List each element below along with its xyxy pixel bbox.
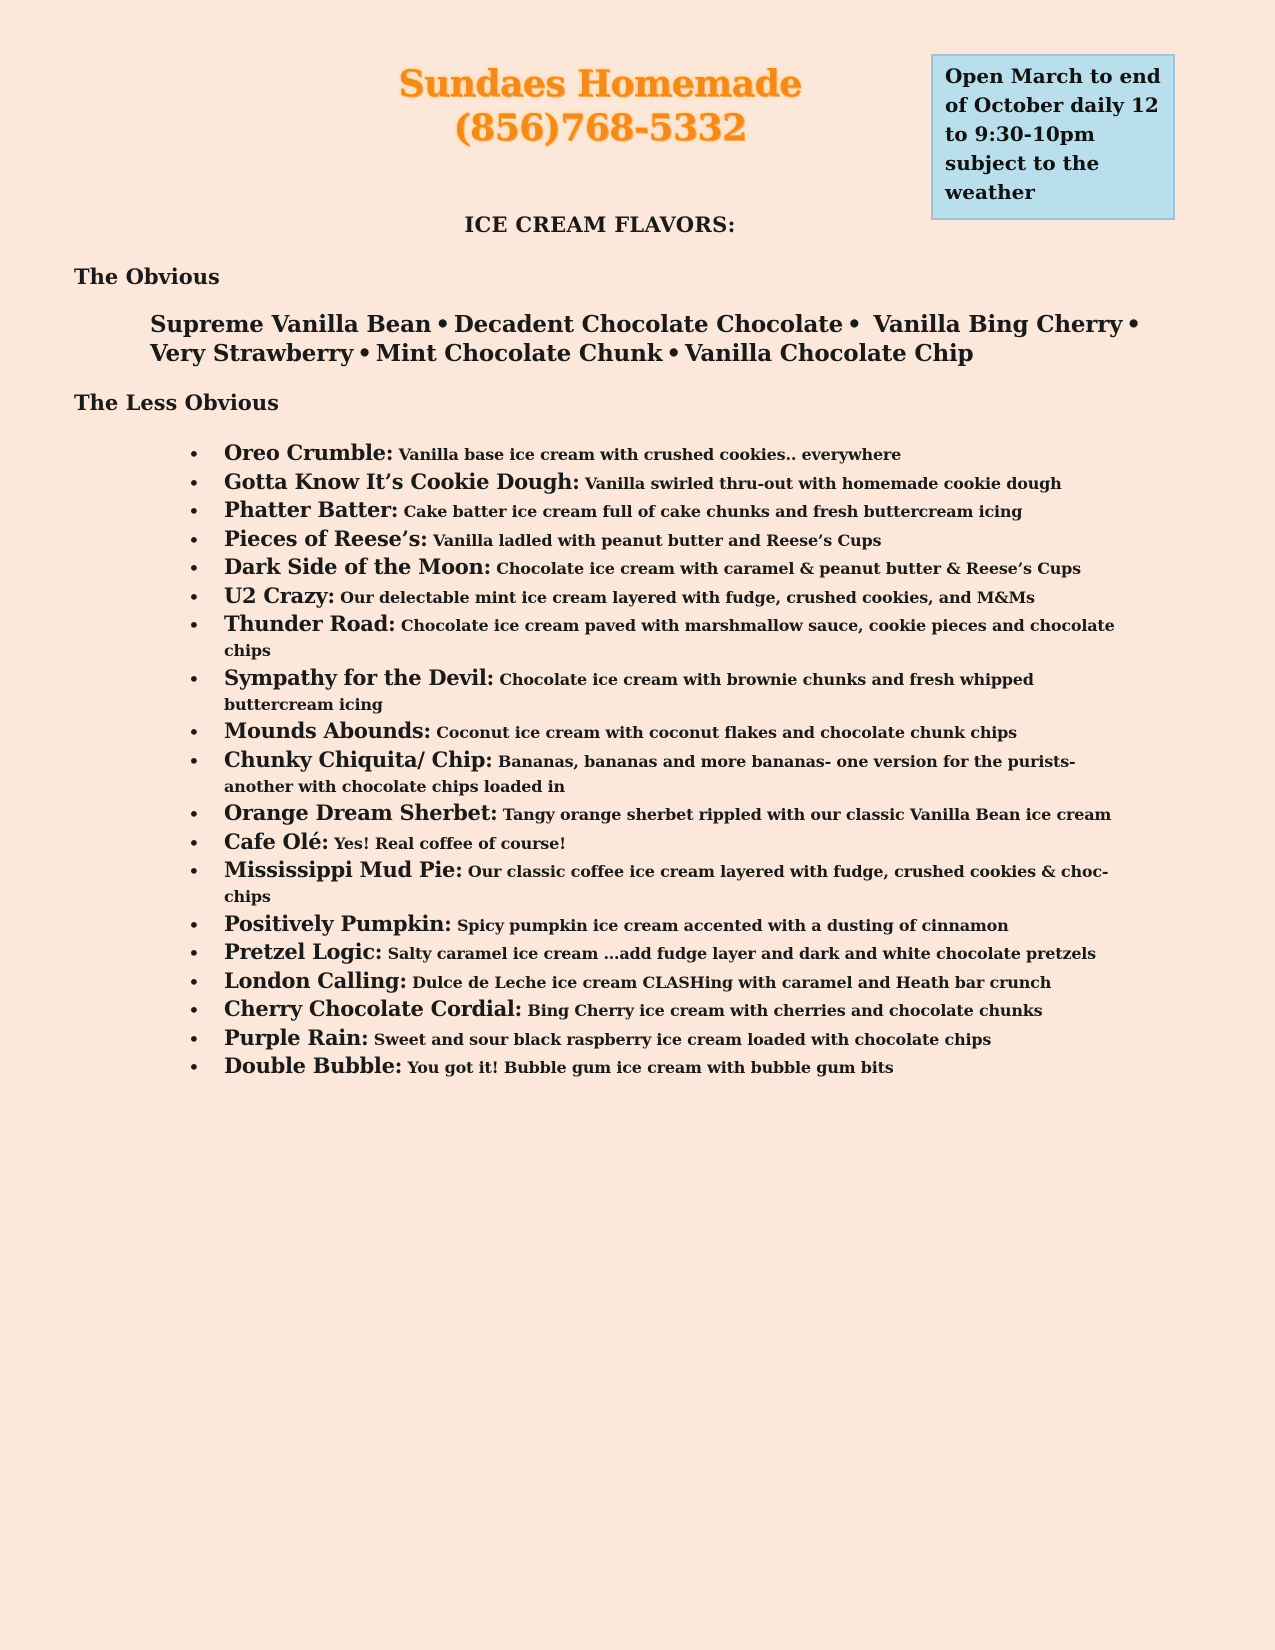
shop-header bbox=[320, 62, 880, 150]
bullet-icon: • bbox=[188, 499, 200, 523]
bullet-icon: • bbox=[188, 613, 200, 637]
flavor-list-item bbox=[176, 857, 1126, 909]
flavor-description: Cake batter ice cream full of cake chunks and fresh buttercream icing bbox=[398, 502, 1023, 521]
hours-box bbox=[931, 54, 1175, 220]
bullet-icon: • bbox=[188, 748, 200, 773]
separator-dot: • bbox=[666, 340, 681, 367]
obvious-flavor: Supreme Vanilla Bean bbox=[150, 311, 432, 338]
less-obvious-flavor-list bbox=[176, 440, 1126, 1082]
flavor-list-item bbox=[176, 583, 1126, 610]
flavor-description: Tangy orange sherbet rippled with our classic Vanilla Bean ice cream bbox=[497, 805, 1112, 824]
bullet-icon: • bbox=[188, 1026, 200, 1051]
flavor-name: London Calling: bbox=[224, 967, 407, 993]
flavor-description: Bananas, bananas and more bananas- one version for the purists- another with chocolate chips loaded in bbox=[224, 751, 1076, 796]
bullet-icon: • bbox=[188, 998, 200, 1022]
flavor-description: Coconut ice cream with coconut flakes and chocolate chunk chips bbox=[430, 723, 1017, 742]
flavor-name: Gotta Know It’s Cookie Dough: bbox=[224, 468, 580, 494]
flavor-description: Chocolate ice cream paved with marshmallow sauce, cookie pieces and chocolate chips bbox=[224, 616, 1115, 660]
flavor-list-item bbox=[176, 718, 1126, 745]
obvious-heading: The Obvious bbox=[74, 264, 220, 289]
obvious-flavor: Vanilla Chocolate Chip bbox=[684, 340, 974, 367]
flavor-description: Yes! Real coffee of course! bbox=[328, 833, 566, 853]
flavor-name: Chunky Chiquita/ Chip: bbox=[224, 746, 493, 772]
flavor-name: Cherry Chocolate Cordial: bbox=[224, 996, 523, 1021]
flavor-list-item bbox=[176, 996, 1126, 1023]
bullet-icon: • bbox=[188, 720, 200, 744]
flavor-list-item bbox=[176, 554, 1126, 581]
flavor-name: Dark Side of the Moon: bbox=[224, 554, 491, 579]
less-obvious-heading: The Less Obvious bbox=[74, 390, 279, 415]
bullet-icon: • bbox=[188, 941, 200, 965]
shop-name: Sundaes Homemade bbox=[398, 63, 802, 105]
flavor-description: You got it! Bubble gum ice cream with bubble gum bits bbox=[402, 1058, 894, 1077]
flavor-list-item bbox=[176, 829, 1126, 856]
flavor-description: Vanilla ladled with peanut butter and Reese’s Cups bbox=[427, 530, 882, 550]
flavor-description: Spicy pumpkin ice cream accented with a dusting of cinnamon bbox=[451, 915, 1009, 935]
flavor-list-item bbox=[176, 526, 1126, 553]
flavor-list-item bbox=[176, 611, 1126, 663]
bullet-icon: • bbox=[188, 830, 200, 855]
flavor-list-item bbox=[176, 939, 1126, 966]
bullet-icon: • bbox=[188, 527, 200, 552]
flavor-list-item bbox=[176, 800, 1126, 827]
flavor-description: Dulce de Leche ice cream CLASHing with caramel and Heath bar crunch bbox=[406, 972, 1052, 992]
separator-dot: • bbox=[1126, 311, 1141, 338]
flavor-description: Bing Cherry ice cream with cherries and chocolate chunks bbox=[522, 1001, 1043, 1020]
shop-phone: (856)768-5332 bbox=[453, 107, 747, 149]
flavor-name: U2 Crazy: bbox=[224, 582, 335, 608]
separator-dot: • bbox=[435, 311, 450, 338]
flavor-list-item bbox=[176, 1053, 1126, 1080]
bullet-icon: • bbox=[188, 859, 200, 883]
flavor-description: Salty caramel ice cream …add fudge layer and dark and white chocolate pretzels bbox=[382, 944, 1096, 963]
flavor-list-item bbox=[176, 469, 1126, 496]
bullet-icon: • bbox=[188, 556, 200, 580]
flavor-name: Double Bubble: bbox=[224, 1053, 403, 1078]
bullet-icon: • bbox=[188, 442, 200, 466]
bullet-icon: • bbox=[188, 470, 200, 495]
bullet-icon: • bbox=[188, 666, 200, 691]
flavor-description: Sweet and sour black raspberry ice cream loaded with chocolate chips bbox=[368, 1029, 992, 1049]
flavor-name: Phatter Batter: bbox=[224, 497, 399, 522]
flavor-description: Our delectable mint ice cream layered with fudge, crushed cookies, and M&Ms bbox=[334, 587, 1035, 607]
separator-dot: • bbox=[847, 311, 862, 338]
separator-dot: • bbox=[357, 340, 372, 367]
bullet-icon: • bbox=[188, 802, 200, 826]
flavor-name: Pieces of Reese’s: bbox=[224, 525, 428, 551]
flavor-name: Mounds Abounds: bbox=[224, 718, 431, 743]
flavor-name: Mississippi Mud Pie: bbox=[224, 857, 463, 882]
flavor-name: Oreo Crumble: bbox=[224, 440, 394, 465]
flavor-description: Vanilla base ice cream with crushed cookies.. everywhere bbox=[393, 445, 902, 464]
flavor-description: Our classic coffee ice cream layered with fudge, crushed cookies & choc-chips bbox=[224, 862, 1109, 906]
bullet-icon: • bbox=[188, 912, 200, 937]
flavor-description: Chocolate ice cream with caramel & peanut butter & Reese’s Cups bbox=[490, 559, 1081, 578]
obvious-flavor-list bbox=[150, 310, 1150, 368]
flavor-list-item bbox=[176, 665, 1126, 717]
flavor-name: Purple Rain: bbox=[224, 1024, 369, 1050]
obvious-flavor: Mint Chocolate Chunk bbox=[375, 340, 663, 367]
flavor-list-item bbox=[176, 747, 1126, 799]
flavor-name: Sympathy for the Devil: bbox=[224, 664, 494, 690]
flavor-list-item bbox=[176, 497, 1126, 524]
obvious-flavor: Decadent Chocolate Chocolate bbox=[453, 311, 844, 338]
menu-title: ICE CREAM FLAVORS: bbox=[464, 212, 736, 237]
flavor-name: Cafe Olé: bbox=[224, 828, 329, 854]
flavor-name: Positively Pumpkin: bbox=[224, 910, 452, 936]
flavor-list-item bbox=[176, 1025, 1126, 1052]
bullet-icon: • bbox=[188, 1055, 200, 1079]
flavor-list-item bbox=[176, 440, 1126, 467]
flavor-list-item bbox=[176, 911, 1126, 938]
flavor-name: Pretzel Logic: bbox=[224, 939, 383, 964]
obvious-flavor: Very Strawberry bbox=[150, 340, 354, 367]
flavor-list-item bbox=[176, 968, 1126, 995]
flavor-name: Thunder Road: bbox=[224, 611, 396, 636]
bullet-icon: • bbox=[188, 969, 200, 994]
hours-text: Open March to end of October daily 12 to 9:30-10pm subject to the weather bbox=[945, 64, 1161, 204]
flavor-description: Vanilla swirled thru-out with homemade cookie dough bbox=[579, 473, 1062, 493]
obvious-flavor: Vanilla Bing Cherry bbox=[873, 311, 1123, 338]
flavor-name: Orange Dream Sherbet: bbox=[224, 800, 498, 825]
bullet-icon: • bbox=[188, 584, 200, 609]
flavor-description: Chocolate ice cream with brownie chunks and fresh whipped buttercream icing bbox=[224, 669, 1034, 714]
